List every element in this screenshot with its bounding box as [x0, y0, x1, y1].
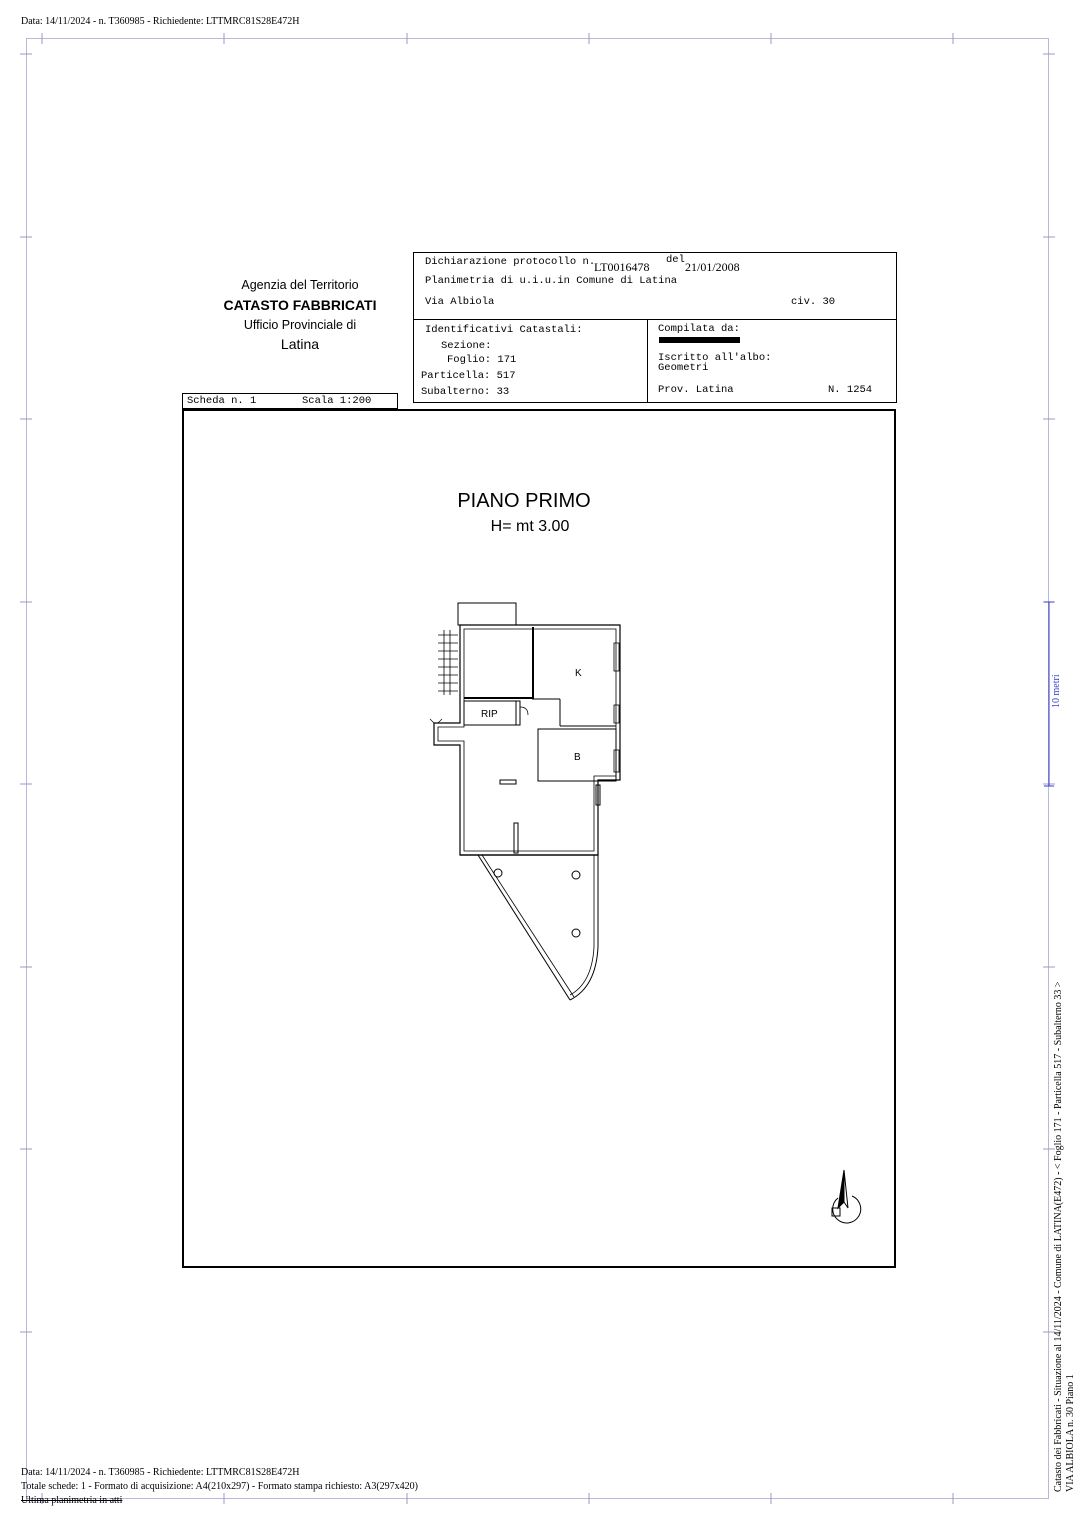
profession: Geometri [658, 362, 709, 374]
office-city: Latina [280, 336, 320, 352]
office-label: Ufficio Provinciale di [243, 318, 357, 332]
scale-bar-label: 10 metri [1051, 674, 1062, 708]
scheda-number: Scheda n. 1 [187, 395, 257, 407]
civic-number: civ. 30 [791, 296, 836, 308]
planimetry-line: Planimetria di u.i.u.in Comune di Latina [425, 275, 678, 287]
room-k-label: K [575, 668, 582, 679]
scheda-scale: Scala 1:200 [302, 395, 372, 407]
declaration-label: Dichiarazione protocollo n. [425, 256, 596, 268]
agency-name: Agenzia del Territorio [241, 278, 359, 292]
footer-last-plan: Ultima planimetria in atti [21, 1495, 123, 1506]
cadastre-title: CATASTO FABBRICATI [223, 297, 377, 313]
floor-plan [420, 595, 640, 1015]
date-label: del [666, 254, 685, 266]
declaration-date: 21/01/2008 [685, 260, 740, 274]
header-info: Data: 14/11/2024 - n. T360985 - Richiedente: LTTMRC81S28E472H [21, 16, 300, 27]
plan-height: H= mt 3.00 [490, 518, 570, 535]
room-rip-label: RIP [481, 709, 498, 720]
compiled-title: Compilata da: [658, 323, 740, 335]
register-number: N. 1254 [828, 384, 873, 396]
registered-label: Iscritto all'albo: [658, 352, 772, 364]
side-note-line1: Catasto dei Fabbricati - Situazione al 14/11/2024 - Comune di LATINA(E472) - < Foglio 171 - Particella 517 - Subalterno 33 > [1053, 981, 1064, 1492]
foglio-line: Foglio: 171 [447, 354, 517, 366]
declaration-divider [413, 319, 897, 320]
redaction-bar [659, 337, 740, 343]
north-arrow-icon [818, 1166, 862, 1226]
plan-title: PIANO PRIMO [457, 490, 591, 512]
particella-line: Particella: 517 [421, 370, 516, 382]
province: Prov. Latina [658, 384, 734, 396]
sezione-line: Sezione: [441, 340, 492, 352]
subalterno-line: Subalterno: 33 [421, 386, 510, 398]
room-b-label: B [574, 752, 581, 763]
identifiers-title: Identificativi Catastali: [425, 324, 583, 336]
side-note-line2: VIA ALBIOLA n. 30 Piano 1 [1065, 1374, 1076, 1492]
footer-totals: Totale schede: 1 - Formato di acquisizione: A4(210x297) - Formato stampa richiesto: A3(297x420) [21, 1481, 418, 1492]
protocol-number: LT0016478 [594, 260, 650, 274]
footer-info: Data: 14/11/2024 - n. T360985 - Richiedente: LTTMRC81S28E472H [21, 1467, 300, 1478]
declaration-vdivider [647, 319, 648, 403]
street-line: Via Albiola [425, 296, 495, 308]
